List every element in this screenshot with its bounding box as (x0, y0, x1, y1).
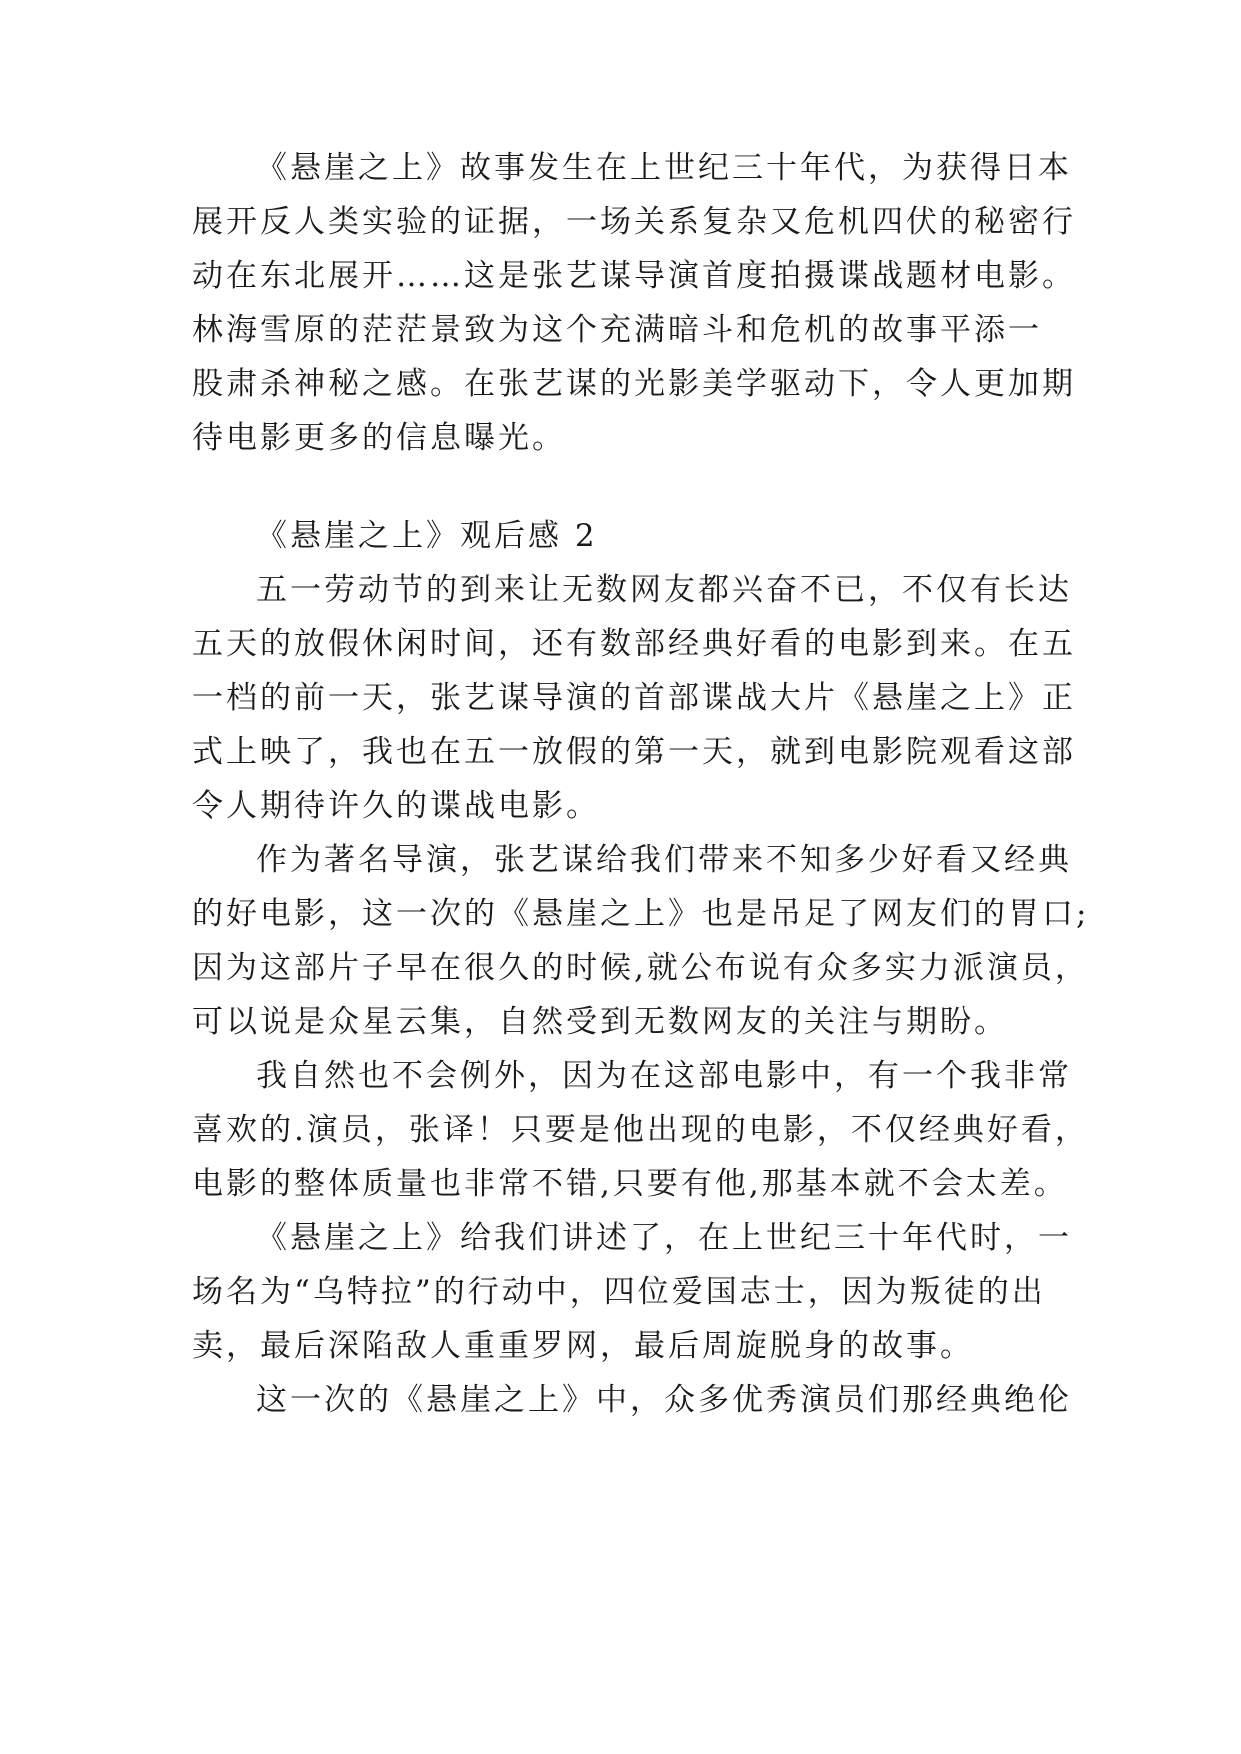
paragraph-4-line-2: 喜欢的.演员，张译！只要是他出现的电影，不仅经典好看， (192, 1112, 1089, 1148)
paragraph-5-line-2: 场名为“乌特拉”的行动中，四位爱国志士，因为叛徒的出 (192, 1274, 1046, 1310)
paragraph-3-line-3: 因为这部片子早在很久的时候,就公布说有众多实力派演员， (192, 950, 1089, 986)
section-heading: 《悬崖之上》观后感 2 (256, 518, 598, 554)
paragraph-1-line-4: 林海雪原的茫茫景致为这个充满暗斗和危机的故事平添一 (192, 312, 1042, 348)
paragraph-2-line-3: 一档的前一天，张艺谋导演的首部谍战大片《悬崖之上》正 (192, 680, 1076, 716)
paragraph-2-line-5: 令人期待许久的谍战电影。 (192, 788, 600, 824)
paragraph-6-line-1: 这一次的《悬崖之上》中，众多优秀演员们那经典绝伦 (256, 1382, 1072, 1418)
paragraph-3-line-2: 的好电影，这一次的《悬崖之上》也是吊足了网友们的胃口; (192, 896, 1090, 932)
paragraph-1-line-1: 《悬崖之上》故事发生在上世纪三十年代，为获得日本 (256, 150, 1072, 186)
paragraph-1-line-6: 待电影更多的信息曝光。 (192, 420, 566, 456)
paragraph-3-line-4: 可以说是众星云集，自然受到无数网友的关注与期盼。 (192, 1004, 1008, 1040)
paragraph-2-line-1: 五一劳动节的到来让无数网友都兴奋不已，不仅有长达 (256, 572, 1072, 608)
paragraph-5-line-1: 《悬崖之上》给我们讲述了，在上世纪三十年代时，一 (256, 1220, 1072, 1256)
paragraph-1-line-5: 股肃杀神秘之感。在张艺谋的光影美学驱动下，令人更加期 (192, 366, 1076, 402)
paragraph-4-line-3: 电影的整体质量也非常不错,只要有他,那基本就不会太差。 (192, 1166, 1068, 1202)
paragraph-5-line-3: 卖，最后深陷敌人重重罗网，最后周旋脱身的故事。 (192, 1328, 974, 1364)
paragraph-3-line-1: 作为著名导演，张艺谋给我们带来不知多少好看又经典 (256, 842, 1072, 878)
paragraph-2-line-4: 式上映了，我也在五一放假的第一天，就到电影院观看这部 (192, 734, 1076, 770)
paragraph-1-line-2: 展开反人类实验的证据，一场关系复杂又危机四伏的秘密行 (192, 204, 1076, 240)
paragraph-4-line-1: 我自然也不会例外，因为在这部电影中，有一个我非常 (256, 1058, 1072, 1094)
paragraph-1-line-3: 动在东北展开……这是张艺谋导演首度拍摄谍战题材电影。 (192, 258, 1076, 294)
paragraph-2-line-2: 五天的放假休闲时间，还有数部经典好看的电影到来。在五 (192, 626, 1076, 662)
